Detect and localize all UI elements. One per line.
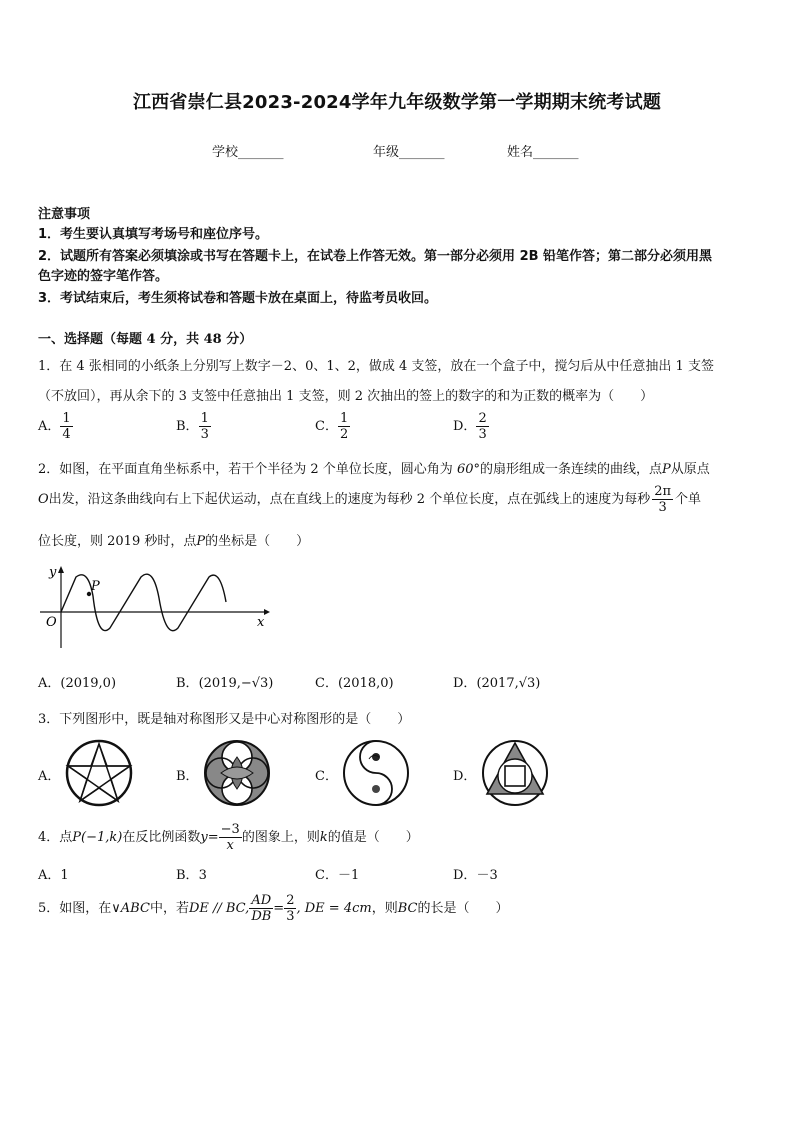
grade-field: 年级_______ — [373, 145, 445, 160]
pentagram-in-circle-figure — [64, 738, 134, 808]
q4-option-c: C．－1 — [315, 868, 360, 883]
notes-heading: 注意事项 — [38, 207, 91, 222]
q2-text: O出发，沿这条曲线向右上下起伏运动，点在直线上的速度为每秒 2 个单位长度，点在弧线上的速度为每秒 $\frac{2\pi}{3}$ 个单 — [38, 484, 702, 515]
q1-text: 1．在 4 张相同的小纸条上分别写上数字－2、0、1、2，做成 4 支签，放在一个盒子中，搅匀后从中任意抽出 1 支签 — [38, 359, 714, 374]
q4-option-d: D．－3 — [453, 868, 498, 883]
q2-option-c: C．(2018,0) — [315, 676, 394, 691]
q2-text: 位长度，则 2019 秒时，点P的坐标是（ ） — [38, 534, 310, 549]
four-circles-figure — [202, 738, 272, 808]
q1-text: （不放回），再从余下的 3 支签中任意抽出 1 支签，则 2 次抽出的签上的数字的和为正数的概率为（ ） — [38, 389, 654, 404]
x-axis-arrow — [264, 609, 270, 615]
q3-text: 3．下列图形中，既是轴对称图形又是中心对称图形的是（ ） — [38, 712, 411, 727]
q3-label-c: C． — [315, 769, 338, 784]
q1-option-c: C． $\frac{1}{2}$ — [315, 411, 349, 442]
sine-like-curve — [61, 574, 226, 630]
school-field: 学校_______ — [212, 145, 284, 160]
q4-option-a: A．1 — [38, 868, 69, 883]
q2-option-d: D．(2017,√3) — [453, 676, 541, 691]
note-item: 色字迹的签字笔作答。 — [38, 269, 169, 284]
q2-option-a: A．(2019,0) — [38, 676, 117, 691]
q4-text: 4．点P(−1,k)在反比例函数y= $\frac{-3}{x}$ 的图象上，则k的值是（ ） — [38, 822, 419, 853]
q2-option-b: B．(2019,−√3) — [176, 676, 274, 691]
q5-text: 5．如图，在∨ABC中，若DE // BC, $\frac{AD}{DB}$ = $\frac{2}{3}$ , DE = 4cm，则BC的长是（ ） — [38, 893, 509, 924]
note-item: 2．试题所有答案必须填涂或书写在答题卡上，在试卷上作答无效。第一部分必须用 2B 铅笔作答；第二部分必须用黑 — [38, 249, 713, 264]
q1-option-d: D． $\frac{2}{3}$ — [453, 411, 487, 442]
y-label: y — [49, 565, 57, 580]
p-label: P — [91, 579, 100, 594]
origin-label: O — [46, 615, 57, 630]
q1-option-a: A． $\frac{1}{4}$ — [38, 411, 71, 442]
q3-label-a: A． — [38, 769, 61, 784]
q3-label-b: B． — [176, 769, 199, 784]
section-heading: 一、选择题（每题 4 分，共 48 分） — [38, 332, 253, 347]
q1-option-b: B． $\frac{1}{3}$ — [176, 411, 209, 442]
q2-text: 2．如图，在平面直角坐标系中，若干个半径为 2 个单位长度，圆心角为 60°的扇形组成一条连续的曲线，点P从原点 — [38, 462, 710, 477]
x-label: x — [257, 615, 265, 630]
note-item: 1．考生要认真填写考场号和座位序号。 — [38, 227, 269, 242]
q3-label-d: D． — [453, 769, 477, 784]
q4-option-b: B．3 — [176, 868, 207, 883]
page-title: 江西省崇仁县2023-2024学年九年级数学第一学期期末统考试题 — [132, 92, 662, 113]
yin-yang-figure — [341, 738, 411, 808]
q2-curve-graph — [38, 560, 273, 652]
y-axis-arrow — [58, 566, 64, 573]
triangle-square-in-circle-figure — [479, 738, 551, 808]
name-field: 姓名_______ — [507, 145, 579, 160]
note-item: 3．考试结束后，考生须将试卷和答题卡放在桌面上，待监考员收回。 — [38, 291, 438, 306]
